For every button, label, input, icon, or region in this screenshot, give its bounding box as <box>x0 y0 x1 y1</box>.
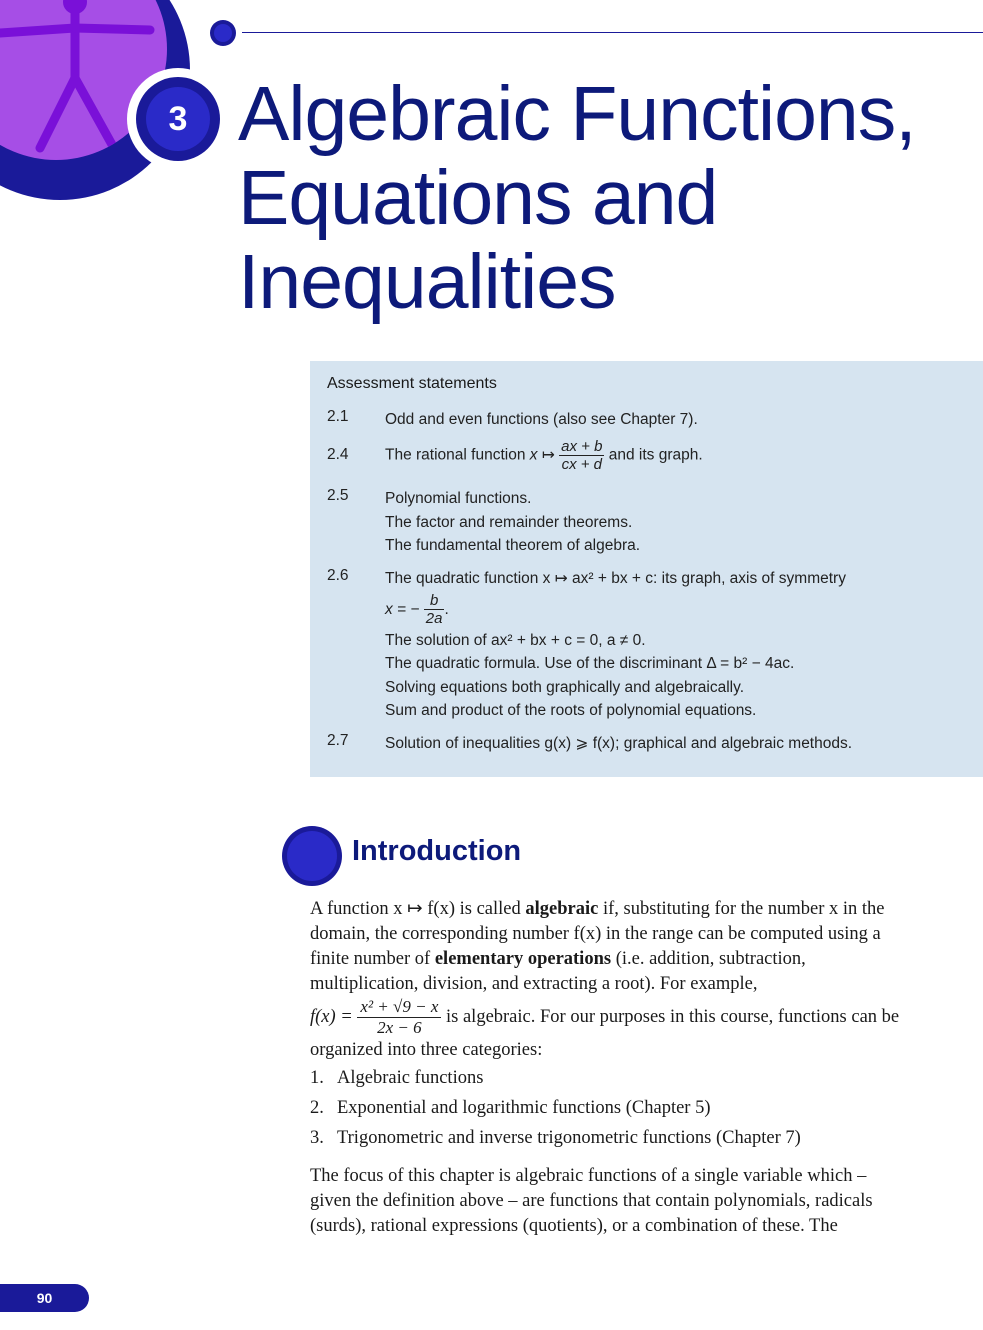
example-lhs: f(x) = <box>310 1006 353 1027</box>
list-number: 2. <box>310 1098 324 1118</box>
item-text <box>385 487 945 558</box>
item-text: Solution of inequalities g(x) ⩾ f(x); graphical and algebraic methods. <box>385 735 853 752</box>
term-elementary-operations: elementary operations <box>434 949 612 969</box>
fraction-numerator: x² + √9 − x <box>357 997 441 1018</box>
list-item <box>310 1068 483 1089</box>
example-rest: is algebraic. For our purposes in this course, functions can be organized into three categories: <box>310 1006 900 1060</box>
list-item <box>310 1098 711 1119</box>
list-text: Trigonometric and inverse trigonometric functions (Chapter 7) <box>337 1128 801 1148</box>
item-line: Sum and product of the roots of polynomial equations. <box>385 702 757 719</box>
item-line: Polynomial functions. <box>385 490 532 507</box>
list-item <box>310 1128 801 1149</box>
fraction-denominator: 2a <box>425 609 443 627</box>
item-line: The fundamental theorem of algebra. <box>385 537 641 554</box>
item-text <box>385 567 945 723</box>
axis-end: . <box>444 600 449 618</box>
section-heading: Introduction <box>352 835 522 867</box>
item-number: 2.1 <box>327 408 349 425</box>
map-symbol: ↦ <box>541 446 555 464</box>
axis-of-symmetry <box>385 591 449 629</box>
text-run: (i.e. addition, subtraction, multiplication, division, and extracting a root). For example, <box>310 949 806 994</box>
list-number: 3. <box>310 1128 324 1148</box>
chapter-number: 3 <box>146 87 210 151</box>
intro-example <box>310 997 900 1063</box>
item-text-post: and its graph. <box>608 446 703 464</box>
example-fraction <box>357 997 441 1038</box>
item-line: The solution of ax² + bx + c = 0, a ≠ 0. <box>385 631 646 649</box>
text-run: A function x ↦ f(x) is called <box>310 899 526 919</box>
item-line: The quadratic formula. Use of the discriminant Δ = b² − 4ac. <box>385 655 795 672</box>
item-number: 2.6 <box>327 567 349 584</box>
item-line: The factor and remainder theorems. <box>385 513 633 531</box>
chapter-title-line-1: Algebraic Functions, <box>238 71 916 157</box>
item-number: 2.5 <box>327 487 349 504</box>
chapter-title-line-2: Equations and <box>238 155 718 241</box>
rational-fraction <box>559 438 604 473</box>
list-text: Algebraic functions <box>337 1068 484 1088</box>
item-text: Odd and even functions (also see Chapter 7). <box>385 411 698 428</box>
item-text-pre: The rational function <box>385 446 526 464</box>
intro-paragraph-1 <box>310 897 910 997</box>
fraction-denominator: cx + d <box>561 456 602 473</box>
item-number: 2.7 <box>327 732 349 749</box>
text-run: if, substituting for the number x in the domain, the corresponding number f(x) in the range can be computed using a finite number of <box>310 899 885 969</box>
chapter-badge <box>136 77 220 161</box>
header-rule <box>242 32 983 33</box>
intro-paragraph-2: The focus of this chapter is algebraic functions of a single variable which – given the definition above – are functions that contain polynomials, radicals (surds), rational expressions (quotients), or a combination of these. The <box>310 1166 873 1236</box>
axis-fraction <box>424 592 445 627</box>
section-marker <box>287 831 337 881</box>
list-text: Exponential and logarithmic functions (Chapter 5) <box>337 1098 711 1118</box>
fraction-numerator: b <box>424 592 445 610</box>
assessment-box <box>310 361 983 777</box>
list-number: 1. <box>310 1068 324 1088</box>
item-number: 2.4 <box>327 446 349 463</box>
map-var: x <box>529 446 538 464</box>
chapter-title-line-3: Inequalities <box>238 239 616 325</box>
page-number: 90 <box>0 1284 89 1312</box>
chapter-title <box>238 72 978 324</box>
rule-dot <box>210 20 236 46</box>
item-line: The quadratic function x ↦ ax² + bx + c: its graph, axis of symmetry <box>385 570 846 587</box>
assessment-title: Assessment statements <box>327 375 497 392</box>
fraction-numerator: ax + b <box>561 438 603 455</box>
axis-lhs: x = − <box>385 600 420 618</box>
item-line: Solving equations both graphically and algebraically. <box>385 678 745 696</box>
term-algebraic: algebraic <box>525 899 599 919</box>
item-text <box>385 438 945 473</box>
fraction-denominator: 2x − 6 <box>377 1018 422 1037</box>
